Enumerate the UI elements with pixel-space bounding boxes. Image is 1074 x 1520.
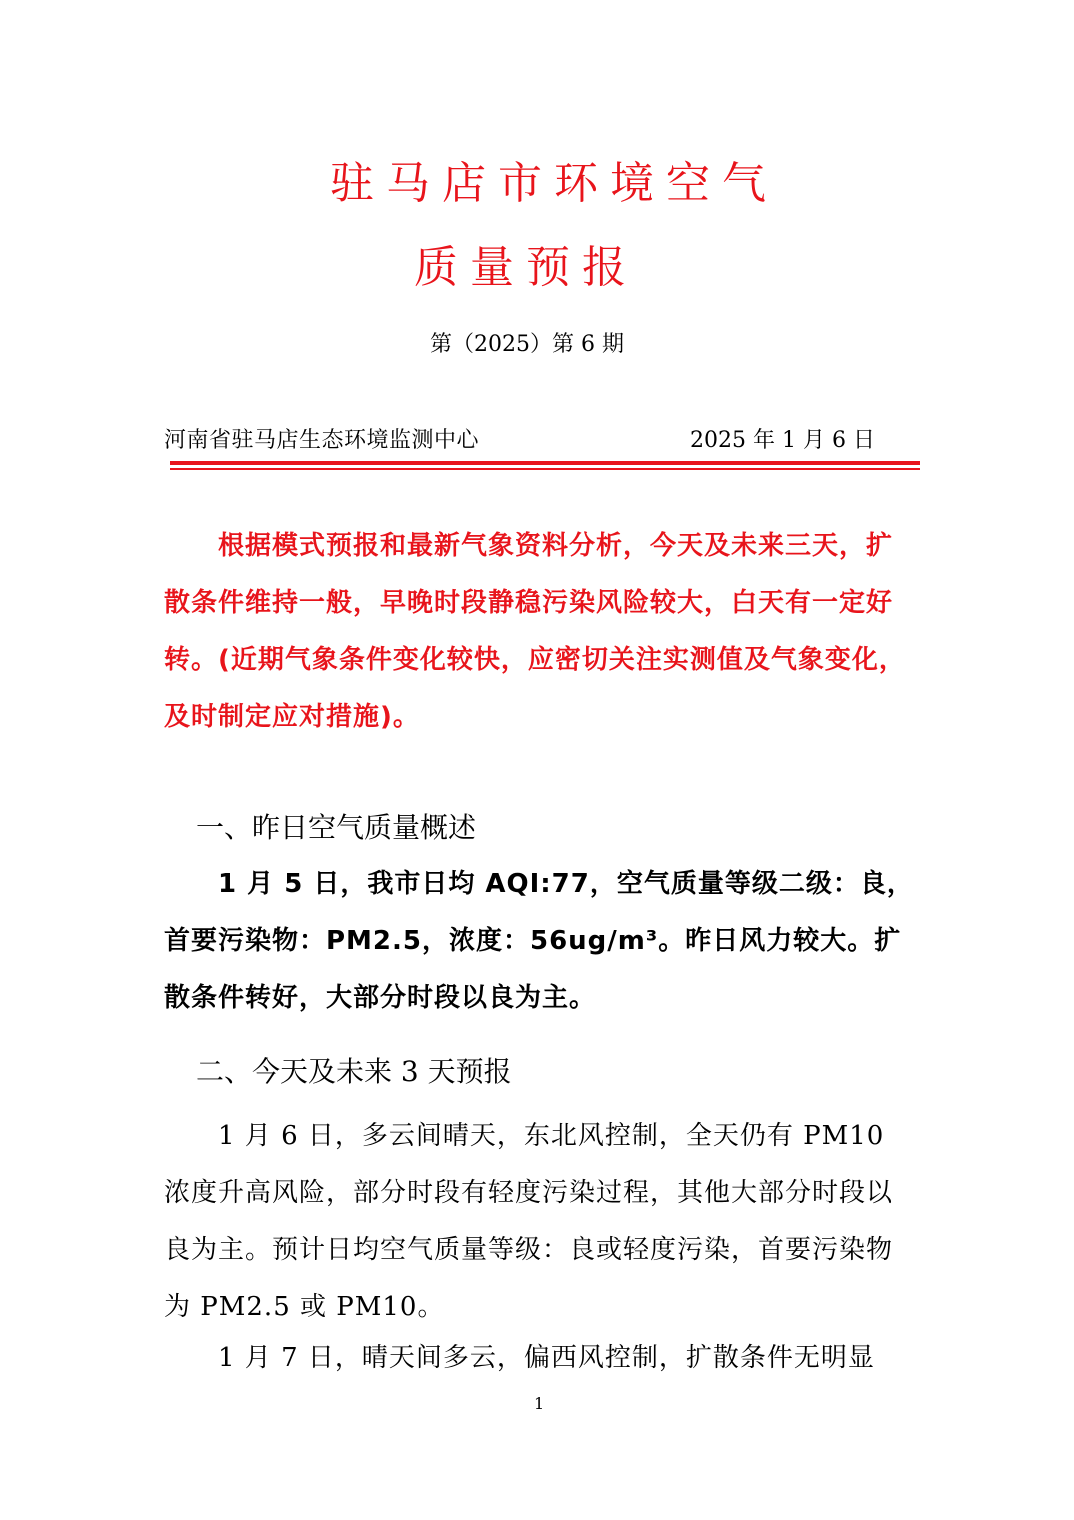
header-divider-thick [170,461,920,465]
header-divider-thin [170,468,920,470]
page-number: 1 [534,1394,545,1413]
document-title-line2: 质量预报 [414,242,638,293]
section-yesterday-body: 1 月 5 日，我市日均 AQI:77，空气质量等级二级：良，首要污染物：PM2.5，浓度：56ug/m³。昨日风力较大。扩散条件转好，大部分时段以良为主。 [164,869,914,1013]
section-heading-yesterday: 一、昨日空气质量概述 [196,811,477,844]
issue-number: 第（2025）第 6 期 [430,332,624,357]
issue-date: 2025 年 1 月 6 日 [690,428,875,453]
forecast-paragraph-jan6: 1 月 6 日，多云间晴天，东北风控制，全天仍有 PM10 浓度升高风险，部分时段有轻度污染过程，其他大部分时段以良为主。预计日均空气质量等级：良或轻度污染，首要污染物为 PM2.5 或 PM10。 [164,1121,894,1322]
section-heading-forecast: 二、今天及未来 3 天预报 [196,1055,512,1088]
forecast-summary: 根据模式预报和最新气象资料分析，今天及未来三天，扩散条件维持一般，早晚时段静稳污染风险较大，白天有一定好转。(近期气象条件变化较快，应密切关注实测值及气象变化，及时制定应对措施)。 [164,531,906,732]
issuing-organization: 河南省驻马店生态环境监测中心 [164,428,480,453]
forecast-paragraph-jan7: 1 月 7 日，晴天间多云，偏西风控制，扩散条件无明显 [218,1343,875,1373]
document-title-line1: 驻马店市环境空气 [330,158,778,209]
